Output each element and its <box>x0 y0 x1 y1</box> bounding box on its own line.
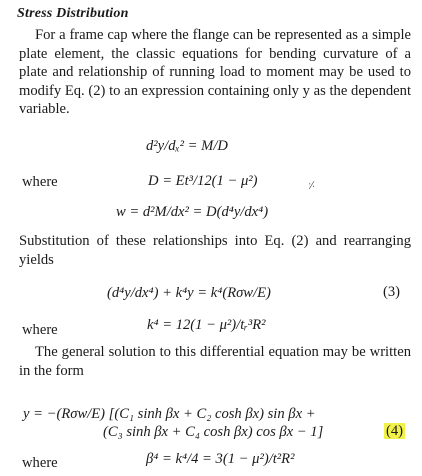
paragraph-intro: For a frame cap where the flange can be represented as a simple plate element, the classic equations for bending curvature of a plate and relationship of running load to moment may be used to modify Eq. (2) to an expression containing only y as the dependent variable. <box>19 27 411 117</box>
equation-3-number: (3) <box>383 284 401 300</box>
equation-beta: β⁴ = k⁴/4 = 3(1 − μ²)/t²R² <box>146 451 295 467</box>
equation-running-load: w = d²M/dx² = D(d⁴y/dx⁴) <box>116 204 269 220</box>
equation-4-highlight: (4) <box>386 423 404 439</box>
where-label-2: where <box>22 322 58 338</box>
equation-flexural-rigidity: D = Et³/12(1 − μ²) <box>148 173 258 189</box>
equation-4-line-1: y = −(Rσw/E) [(C₁ sinh βx + C₂ cosh βx) sin βx + <box>23 406 316 422</box>
equation-k: k⁴ = 12(1 − μ²)/tᵣ³R² <box>147 317 266 333</box>
equation-4-number <box>384 423 405 440</box>
stray-mark: ⸓ <box>308 180 316 192</box>
equation-curvature: d²y/dₓ² = M/D <box>146 138 228 154</box>
equation-3: (d⁴y/dx⁴) + k⁴y = k⁴(Rσw/E) <box>107 285 271 301</box>
equation-4-line-2: (C₃ sinh βx + C₄ cosh βx) cos βx − 1] <box>103 424 324 440</box>
paragraph-substitution: Substitution of these relationships into Eq. (2) and rearranging yields <box>19 233 411 268</box>
section-heading: Stress Distribution <box>17 6 129 21</box>
where-label-3: where <box>22 455 58 471</box>
paragraph-general-solution: The general solution to this differential equation may be written in the form <box>19 344 411 379</box>
where-label-1: where <box>22 174 58 190</box>
